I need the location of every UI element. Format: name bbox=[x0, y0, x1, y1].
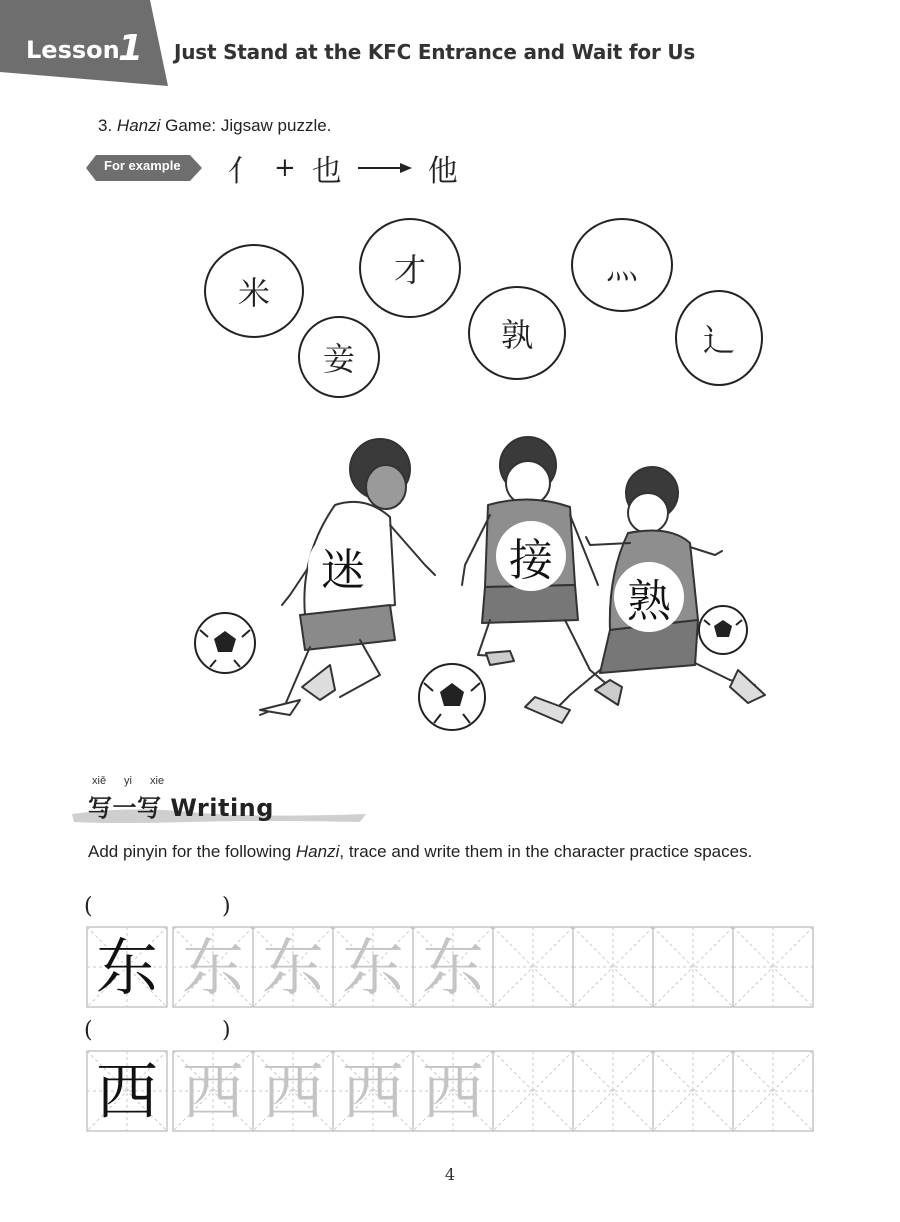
instruction-italic: Hanzi bbox=[295, 842, 340, 861]
writing-instruction bbox=[88, 842, 752, 862]
lesson-number: 1 bbox=[118, 28, 144, 69]
empty-cell[interactable] bbox=[653, 1051, 733, 1131]
pinyin-paren-open: ( bbox=[84, 1018, 93, 1043]
trace-character: 西 bbox=[261, 1055, 325, 1128]
lesson-tab bbox=[0, 0, 168, 86]
player-badge: 接 bbox=[496, 521, 566, 591]
piece-circle: 辶 bbox=[675, 290, 763, 386]
model-cell bbox=[87, 1051, 167, 1131]
trace-cell[interactable] bbox=[253, 1051, 333, 1131]
page-number: 4 bbox=[444, 1165, 456, 1184]
empty-cell[interactable] bbox=[733, 1051, 813, 1131]
trace-cell[interactable] bbox=[173, 1051, 253, 1131]
empty-cell[interactable] bbox=[653, 927, 733, 1007]
pinyin-xie: xiě bbox=[92, 775, 107, 787]
trace-character: 东 bbox=[261, 931, 325, 1004]
arrow-right-icon bbox=[358, 161, 412, 175]
lesson-label: Lesson bbox=[26, 36, 120, 64]
model-cell bbox=[87, 927, 167, 1007]
lesson-title: Just Stand at the KFC Entrance and Wait for Us bbox=[174, 40, 696, 64]
trace-character: 西 bbox=[341, 1055, 405, 1128]
soccer-ball-icon bbox=[699, 606, 747, 654]
instruction-text: Add pinyin for the following bbox=[88, 842, 296, 861]
trace-character: 西 bbox=[421, 1055, 485, 1128]
soccer-ball-icon bbox=[419, 664, 485, 730]
for-example-label: For example bbox=[104, 158, 181, 173]
piece-circle: 灬 bbox=[571, 218, 673, 312]
piece-circle: 妾 bbox=[298, 316, 380, 398]
example-result: 他 bbox=[427, 154, 458, 189]
empty-cell[interactable] bbox=[573, 1051, 653, 1131]
piece-circle: 孰 bbox=[468, 286, 566, 380]
pinyin-xie2: xie bbox=[150, 775, 165, 787]
empty-cell[interactable] bbox=[493, 927, 573, 1007]
trace-cell[interactable] bbox=[333, 927, 413, 1007]
piece-circle: 米 bbox=[204, 244, 304, 338]
practice-row bbox=[86, 926, 814, 1008]
pinyin-yi: yi bbox=[124, 775, 132, 787]
plus-sign: + bbox=[274, 153, 296, 183]
exercise-title-italic: Hanzi bbox=[116, 116, 161, 135]
pinyin-paren-open: ( bbox=[84, 894, 93, 919]
example-formula bbox=[228, 146, 458, 190]
trace-character: 东 bbox=[421, 931, 485, 1004]
trace-character: 东 bbox=[181, 931, 245, 1004]
trace-cell[interactable] bbox=[173, 927, 253, 1007]
model-character: 西 bbox=[95, 1055, 159, 1128]
trace-character: 西 bbox=[181, 1055, 245, 1128]
practice-grid bbox=[86, 1050, 814, 1132]
writing-title: 写一写 Writing bbox=[88, 794, 274, 822]
example-component: 也 bbox=[311, 154, 342, 189]
trace-cell[interactable] bbox=[413, 1051, 493, 1131]
empty-cell[interactable] bbox=[493, 1051, 573, 1131]
player-badge: 熟 bbox=[614, 562, 684, 632]
player-badge: 迷 bbox=[308, 531, 378, 601]
piece-circle: 才 bbox=[359, 218, 461, 318]
trace-character: 东 bbox=[341, 931, 405, 1004]
soccer-ball-icon bbox=[195, 613, 255, 673]
empty-cell[interactable] bbox=[733, 927, 813, 1007]
exercise-title-rest: Game: Jigsaw puzzle. bbox=[160, 116, 332, 135]
exercise-number: 3. bbox=[98, 116, 113, 135]
empty-cell[interactable] bbox=[573, 927, 653, 1007]
practice-row bbox=[86, 1050, 814, 1132]
trace-cell[interactable] bbox=[253, 927, 333, 1007]
pinyin-paren-close: ) bbox=[222, 1018, 231, 1043]
exercise-title bbox=[98, 116, 331, 136]
pinyin-paren-close: ) bbox=[222, 894, 231, 919]
trace-cell[interactable] bbox=[333, 1051, 413, 1131]
trace-cell[interactable] bbox=[413, 927, 493, 1007]
model-character: 东 bbox=[95, 931, 159, 1004]
practice-grid bbox=[86, 926, 814, 1008]
example-radical: 亻 bbox=[228, 154, 258, 189]
instruction-text-end: , trace and write them in the character practice spaces. bbox=[339, 842, 753, 861]
